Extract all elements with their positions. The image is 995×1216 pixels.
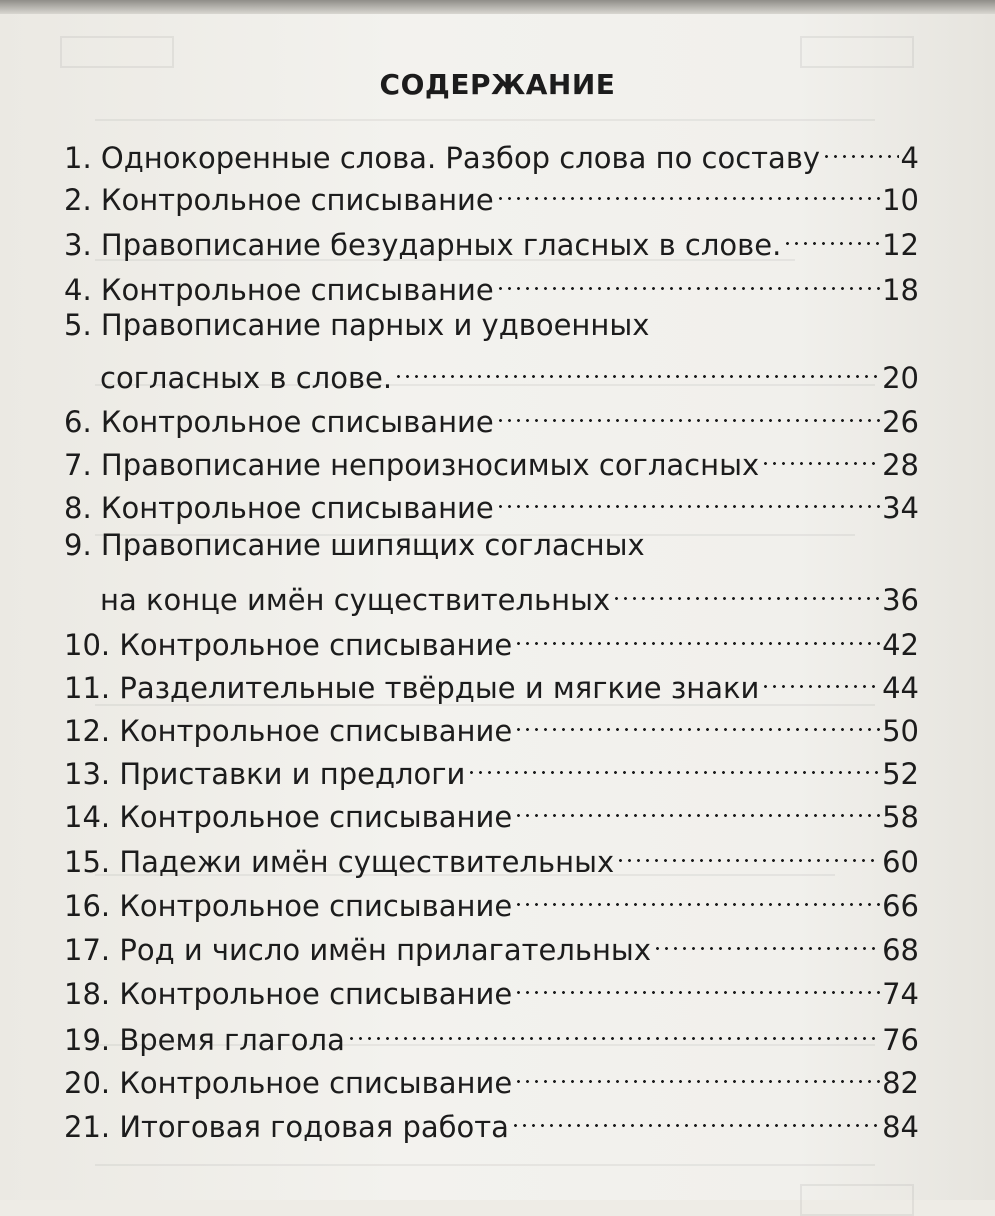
toc-entry-label: 2. Контрольное списывание bbox=[64, 183, 494, 217]
toc-entry-page: 66 bbox=[882, 889, 919, 923]
toc-entry-page: 50 bbox=[882, 714, 919, 748]
toc-entry-page: 60 bbox=[882, 845, 919, 879]
toc-entry-label: 21. Итоговая годовая работа bbox=[64, 1110, 509, 1144]
toc-entry-label: 14. Контрольное списывание bbox=[64, 800, 513, 834]
dot-leader bbox=[514, 1053, 880, 1093]
toc-entry-label-continued: согласных в слове. bbox=[100, 361, 393, 395]
toc-entry-label: 17. Род и число имён прилагательных bbox=[64, 933, 651, 967]
toc-entry bbox=[64, 170, 919, 217]
dot-leader bbox=[761, 435, 880, 475]
toc-entry bbox=[64, 701, 919, 748]
toc-entry-label: 3. Правописание безударных гласных в слове. bbox=[64, 228, 782, 262]
toc-entry-page: 18 bbox=[882, 273, 919, 307]
toc-entry bbox=[64, 1053, 919, 1100]
toc-entry bbox=[64, 615, 919, 662]
page-title: СОДЕРЖАНИЕ bbox=[379, 68, 616, 101]
toc-entry-label-continued: на конце имён существительных bbox=[100, 583, 611, 617]
toc-entry-page: 74 bbox=[882, 977, 919, 1011]
toc-entry-label: 6. Контрольное списывание bbox=[64, 405, 494, 439]
toc-entry-page: 34 bbox=[882, 491, 919, 525]
dot-leader bbox=[394, 348, 880, 388]
toc-entry-page: 10 bbox=[882, 183, 919, 217]
toc-entry-page: 28 bbox=[882, 448, 919, 482]
dot-leader bbox=[612, 570, 880, 610]
toc-entry bbox=[64, 964, 919, 1011]
toc-entry-page: 58 bbox=[882, 800, 919, 834]
toc-entry bbox=[100, 570, 919, 617]
dot-leader bbox=[783, 215, 880, 255]
toc-entry-page: 52 bbox=[882, 757, 919, 791]
toc-entry-label: 19. Время глагола bbox=[64, 1023, 345, 1057]
toc-entry bbox=[64, 260, 919, 307]
dot-leader bbox=[511, 1097, 880, 1137]
toc-entry-page: 12 bbox=[882, 228, 919, 262]
toc-entry-page: 20 bbox=[882, 361, 919, 395]
toc-entry-page: 44 bbox=[882, 671, 919, 705]
dot-leader bbox=[496, 170, 880, 210]
dot-leader bbox=[653, 920, 880, 960]
toc-entry-label: 9. Правописание шипящих согласных bbox=[64, 528, 645, 562]
toc-entry bbox=[64, 876, 919, 923]
toc-entry bbox=[64, 1097, 919, 1144]
toc-entry bbox=[64, 658, 919, 705]
toc-entry-label: 4. Контрольное списывание bbox=[64, 273, 494, 307]
toc-entry-page: 4 bbox=[900, 141, 919, 175]
toc-entry bbox=[64, 215, 919, 262]
dot-leader bbox=[514, 964, 880, 1004]
toc-entry-label: 15. Падежи имён существительных bbox=[64, 845, 615, 879]
toc-entry bbox=[64, 1010, 919, 1057]
toc-entry-label: 1. Однокоренные слова. Разбор слова по составу bbox=[64, 141, 821, 175]
dot-leader bbox=[514, 876, 880, 916]
dot-leader bbox=[347, 1010, 880, 1050]
toc-entry bbox=[64, 832, 919, 879]
toc-entry bbox=[64, 435, 919, 482]
dot-leader bbox=[822, 128, 898, 168]
toc-entry-label: 5. Правописание парных и удвоенных bbox=[64, 308, 650, 342]
dot-leader bbox=[467, 744, 880, 784]
toc-entry-page: 82 bbox=[882, 1066, 919, 1100]
toc-entry-label: 13. Приставки и предлоги bbox=[64, 757, 466, 791]
toc-entry-label: 12. Контрольное списывание bbox=[64, 714, 513, 748]
toc-entry-label: 8. Контрольное списывание bbox=[64, 491, 494, 525]
dot-leader bbox=[616, 832, 880, 872]
toc-entry-label: 7. Правописание непроизносимых согласных bbox=[64, 448, 760, 482]
toc-entry bbox=[64, 920, 919, 967]
toc-entry-label: 20. Контрольное списывание bbox=[64, 1066, 513, 1100]
toc-entry bbox=[64, 392, 919, 439]
dot-leader bbox=[761, 658, 880, 698]
toc-entry-page: 36 bbox=[882, 583, 919, 617]
dot-leader bbox=[514, 787, 880, 827]
toc-entry-page: 76 bbox=[882, 1023, 919, 1057]
toc-entry-label: 16. Контрольное списывание bbox=[64, 889, 513, 923]
toc-entry-page: 42 bbox=[882, 628, 919, 662]
toc-entry bbox=[100, 348, 919, 395]
toc-entry bbox=[64, 478, 919, 525]
toc-entry-page: 68 bbox=[882, 933, 919, 967]
toc-entry-label: 18. Контрольное списывание bbox=[64, 977, 513, 1011]
dot-leader bbox=[496, 392, 880, 432]
dot-leader bbox=[514, 701, 880, 741]
toc-entry bbox=[64, 744, 919, 791]
dot-leader bbox=[514, 615, 880, 655]
toc-entry bbox=[64, 128, 919, 175]
toc-entry bbox=[64, 787, 919, 834]
toc-entry-page: 26 bbox=[882, 405, 919, 439]
toc-entry-page: 84 bbox=[882, 1110, 919, 1144]
dot-leader bbox=[496, 478, 880, 518]
toc-entry-label: 10. Контрольное списывание bbox=[64, 628, 513, 662]
dot-leader bbox=[496, 260, 880, 300]
toc-entry-label: 11. Разделительные твёрдые и мягкие знаки bbox=[64, 671, 760, 705]
